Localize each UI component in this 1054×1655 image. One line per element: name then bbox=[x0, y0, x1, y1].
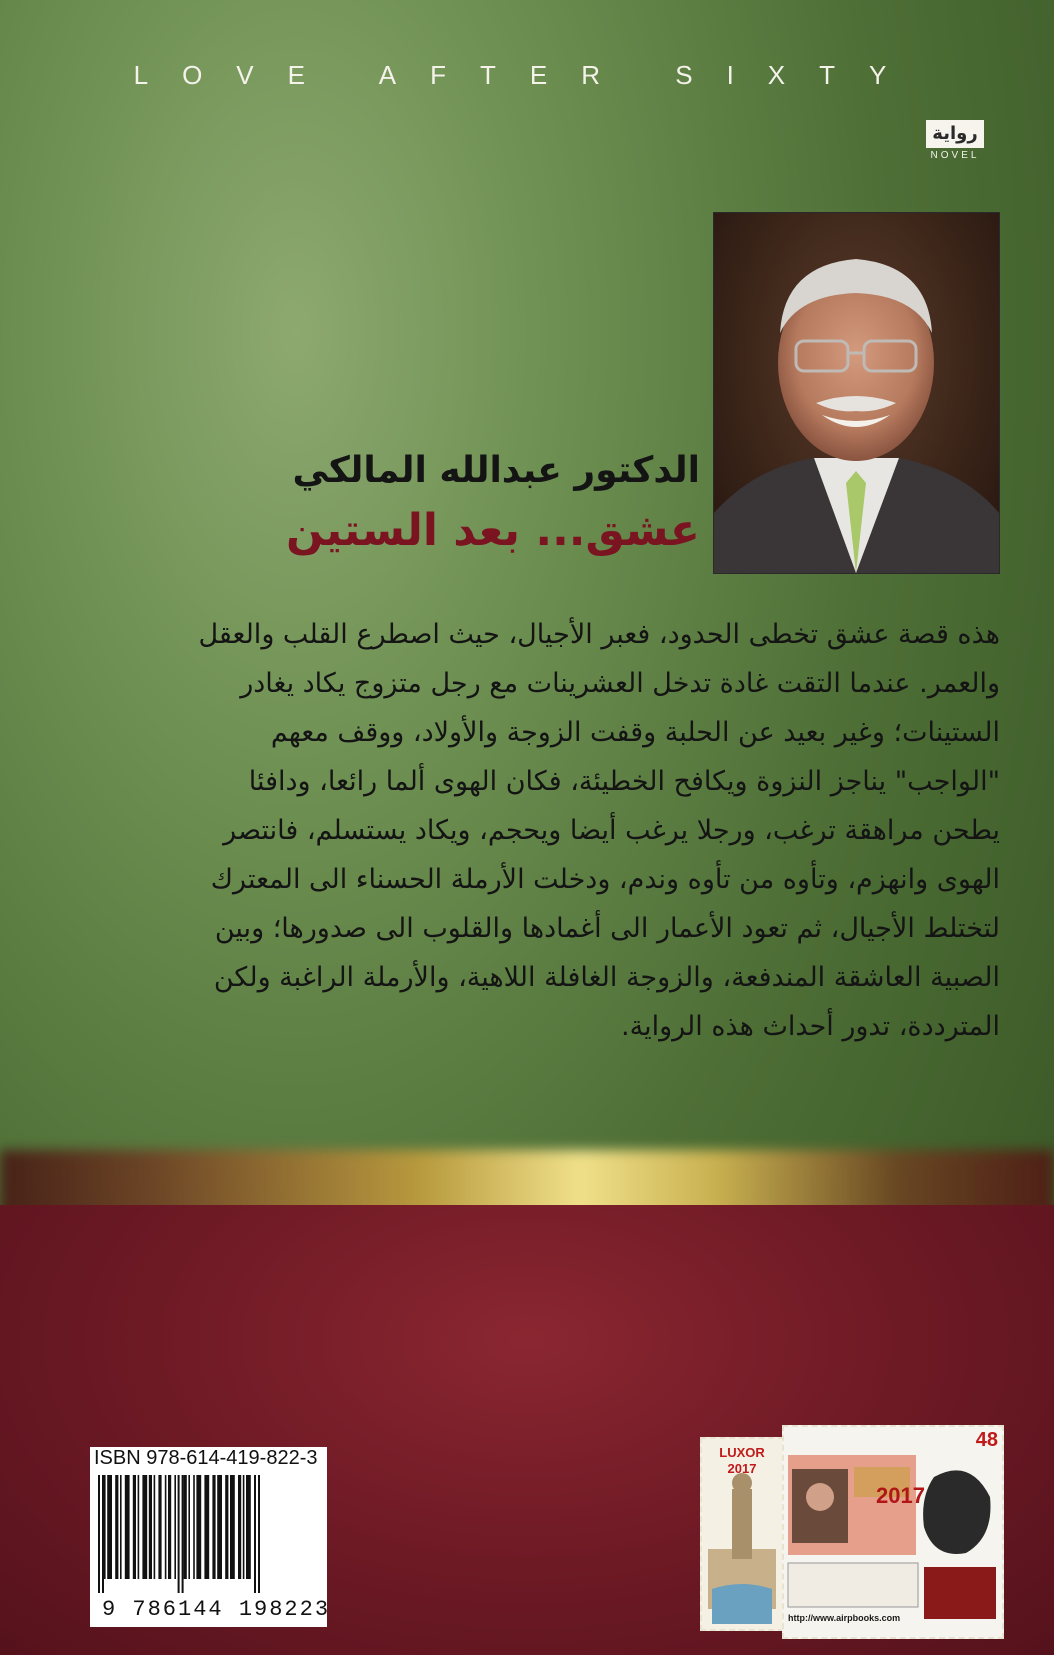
blurb-line: الصبية العاشقة المندفعة، والزوجة الغافلة اللاهية، والأرملة الراغبة ولكن bbox=[213, 962, 1000, 993]
isbn-barcode bbox=[90, 1447, 331, 1627]
english-title: LOVE AFTER SIXTY bbox=[133, 60, 921, 90]
blurb-line: والعمر. عندما التقت غادة تدخل العشرينات مع رجل متزوج يكاد يغادر bbox=[240, 668, 1000, 699]
blurb-line: لتختلط الأجيال، ثم تعود الأعمار الى أغمادها والقلوب الى صدورها؛ وبين bbox=[214, 913, 1000, 944]
luxor-year: 2017 bbox=[727, 1461, 757, 1476]
blurb-line: الهوى وانهزم، وتأوه من تأوه وندم، ودخلت الأرملة الحسناء الى المعترك bbox=[210, 864, 1000, 895]
barcode-bars bbox=[98, 1475, 320, 1593]
stamp-year: 2017 bbox=[876, 1483, 925, 1508]
isbn-digits: 9 786144 198223 bbox=[102, 1597, 331, 1622]
postage-stamps bbox=[700, 1425, 1000, 1635]
blurb-line: المترددة، تدور أحداث هذه الرواية. bbox=[621, 1011, 1000, 1042]
author-portrait-illustration bbox=[714, 213, 999, 573]
publisher-url: http://www.airpbooks.com bbox=[788, 1613, 901, 1623]
publisher-stamp bbox=[782, 1425, 1004, 1639]
author-photo bbox=[713, 212, 1000, 574]
publisher-novel-logo bbox=[917, 120, 993, 166]
blurb-text bbox=[135, 610, 1000, 1051]
novel-logo-sub: NOVEL bbox=[930, 150, 980, 161]
blurb-line: هذه قصة عشق تخطى الحدود، فعبر الأجيال، حيث اصطرع القلب والعقل bbox=[198, 619, 1000, 650]
luxor-city: LUXOR bbox=[719, 1445, 765, 1460]
novel-logo-mark: رواية bbox=[926, 120, 983, 148]
stamp-artwork bbox=[784, 1427, 1002, 1627]
blurb-line: يطحن مراهقة ترغب، ورجلا يرغب أيضا ويحجم، ويكاد يستسلم، فانتصر bbox=[223, 815, 1000, 846]
blurb-line: "الواجب" يناجز النزوة ويكافح الخطيئة، فكان الهوى ألما رائعا، ودافئا bbox=[248, 766, 1000, 797]
book-title: عشق... بعد الستين bbox=[286, 505, 700, 556]
isbn-label: ISBN 978-614-419-822-3 bbox=[94, 1447, 318, 1469]
stamp-number: 48 bbox=[975, 1429, 998, 1451]
author-name: الدكتور عبدالله المالكي bbox=[292, 450, 700, 491]
blurb-line: الستينات؛ وغير بعيد عن الحلبة وقفت الزوجة والأولاد، ووقف معهم bbox=[270, 717, 1000, 748]
luxor-stamp bbox=[700, 1437, 784, 1631]
